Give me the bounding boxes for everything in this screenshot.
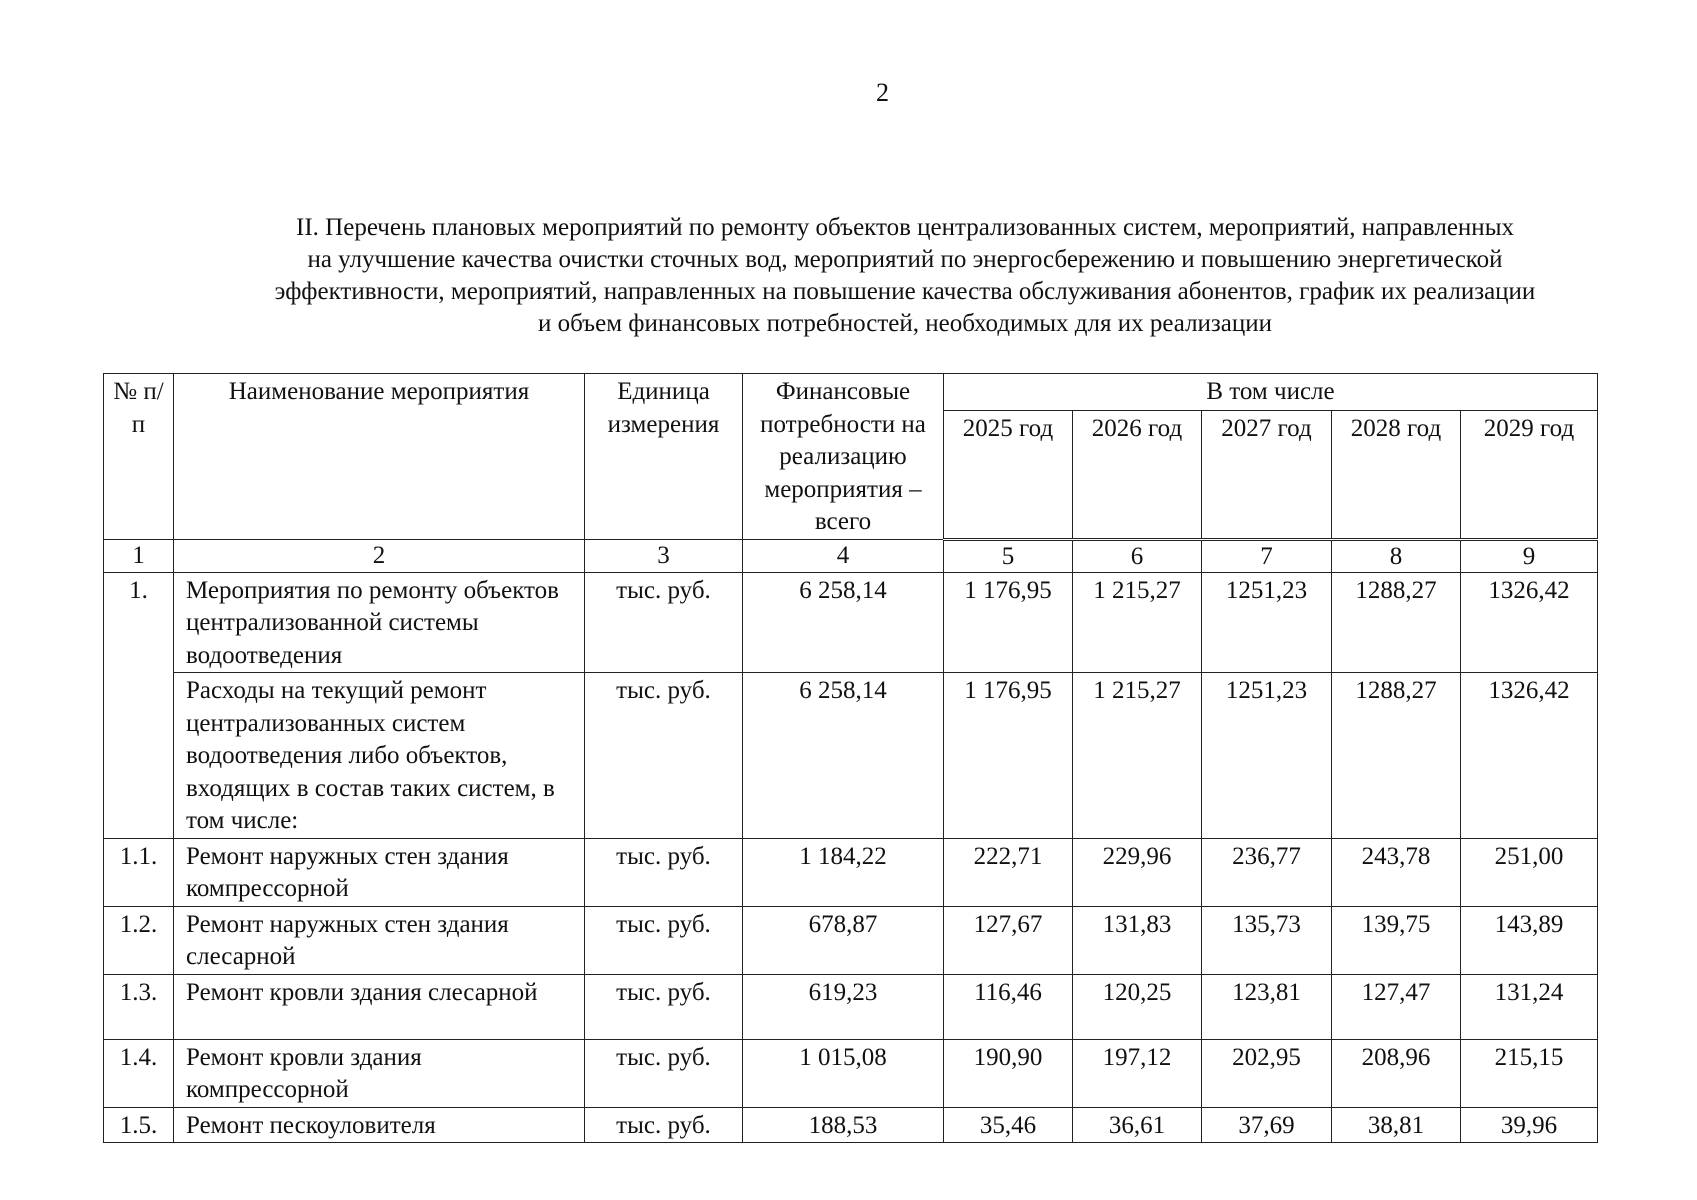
row-total: 678,87 <box>743 906 944 974</box>
row-year-value: 1251,23 <box>1202 673 1332 839</box>
row-number <box>104 673 174 839</box>
row-year-value: 1288,27 <box>1332 572 1461 673</box>
row-unit: тыс. руб. <box>585 838 743 906</box>
title-line: эффективности, мероприятий, направленных на повышение качества обслуживания абонентов, график их реализации <box>274 278 1536 305</box>
row-year-value: 1 176,95 <box>944 673 1073 839</box>
header-year: 2026 год <box>1073 410 1202 539</box>
row-total: 188,53 <box>743 1107 944 1143</box>
table-row <box>104 1107 1598 1143</box>
header-year: 2025 год <box>944 410 1073 539</box>
table-row <box>104 974 1598 1039</box>
table-row <box>104 673 1598 839</box>
page-number: 2 <box>876 78 889 107</box>
row-number: 1.4. <box>104 1039 174 1107</box>
row-name: Ремонт кровли здания компрессорной <box>174 1039 585 1107</box>
row-unit: тыс. руб. <box>585 673 743 839</box>
column-number: 2 <box>174 539 585 572</box>
header-unit: Единица измерения <box>585 374 743 540</box>
row-year-value: 202,95 <box>1202 1039 1332 1107</box>
row-name: Ремонт кровли здания слесарной <box>174 974 585 1039</box>
row-number: 1.1. <box>104 838 174 906</box>
row-year-value: 39,96 <box>1461 1107 1598 1143</box>
row-unit: тыс. руб. <box>585 572 743 673</box>
table-row <box>104 906 1598 974</box>
row-year-value: 190,90 <box>944 1039 1073 1107</box>
table-row <box>104 838 1598 906</box>
row-year-value: 1 215,27 <box>1073 673 1202 839</box>
column-number: 5 <box>944 539 1073 572</box>
header-total: Финансовые потребности на реализацию мероприятия – всего <box>743 374 944 540</box>
row-year-value: 127,47 <box>1332 974 1461 1039</box>
row-number: 1.5. <box>104 1107 174 1143</box>
column-number: 7 <box>1202 539 1332 572</box>
measures-table <box>103 373 1598 1143</box>
row-unit: тыс. руб. <box>585 1039 743 1107</box>
row-name: Ремонт наружных стен здания слесарной <box>174 906 585 974</box>
row-year-value: 135,73 <box>1202 906 1332 974</box>
row-year-value: 131,83 <box>1073 906 1202 974</box>
row-total: 1 015,08 <box>743 1039 944 1107</box>
row-year-value: 1326,42 <box>1461 673 1598 839</box>
row-year-value: 236,77 <box>1202 838 1332 906</box>
row-total: 6 258,14 <box>743 673 944 839</box>
table-row <box>104 572 1598 673</box>
header-year: 2029 год <box>1461 410 1598 539</box>
row-unit: тыс. руб. <box>585 974 743 1039</box>
row-year-value: 143,89 <box>1461 906 1598 974</box>
row-year-value: 131,24 <box>1461 974 1598 1039</box>
row-unit: тыс. руб. <box>585 906 743 974</box>
column-number: 8 <box>1332 539 1461 572</box>
title-line: II. Перечень плановых мероприятий по ремонту объектов централизованных систем, мероприятий, направленных <box>296 214 1514 241</box>
document-title <box>110 212 1697 340</box>
row-year-value: 208,96 <box>1332 1039 1461 1107</box>
column-number: 9 <box>1461 539 1598 572</box>
title-line: на улучшение качества очистки сточных вод, мероприятий по энергосбережению и повышению энергетической <box>307 246 1503 273</box>
row-year-value: 1288,27 <box>1332 673 1461 839</box>
column-number: 3 <box>585 539 743 572</box>
row-year-value: 229,96 <box>1073 838 1202 906</box>
row-year-value: 251,00 <box>1461 838 1598 906</box>
row-number: 1.2. <box>104 906 174 974</box>
column-number: 1 <box>104 539 174 572</box>
header-year: 2028 год <box>1332 410 1461 539</box>
row-year-value: 123,81 <box>1202 974 1332 1039</box>
header-row-1 <box>104 374 1598 411</box>
header-including: В том числе <box>944 374 1598 411</box>
table-row <box>104 1039 1598 1107</box>
row-year-value: 120,25 <box>1073 974 1202 1039</box>
row-year-value: 35,46 <box>944 1107 1073 1143</box>
row-year-value: 37,69 <box>1202 1107 1332 1143</box>
column-number: 6 <box>1073 539 1202 572</box>
row-year-value: 243,78 <box>1332 838 1461 906</box>
row-year-value: 116,46 <box>944 974 1073 1039</box>
column-number: 4 <box>743 539 944 572</box>
row-year-value: 139,75 <box>1332 906 1461 974</box>
row-unit: тыс. руб. <box>585 1107 743 1143</box>
row-year-value: 36,61 <box>1073 1107 1202 1143</box>
row-year-value: 1251,23 <box>1202 572 1332 673</box>
column-number-row <box>104 539 1598 572</box>
header-number: № п/п <box>104 374 174 540</box>
row-year-value: 1 215,27 <box>1073 572 1202 673</box>
row-year-value: 222,71 <box>944 838 1073 906</box>
row-name: Ремонт наружных стен здания компрессорной <box>174 838 585 906</box>
row-number: 1. <box>104 572 174 673</box>
row-year-value: 215,15 <box>1461 1039 1598 1107</box>
row-year-value: 38,81 <box>1332 1107 1461 1143</box>
title-line: и объем финансовых потребностей, необходимых для их реализации <box>537 310 1273 337</box>
row-year-value: 197,12 <box>1073 1039 1202 1107</box>
row-year-value: 1 176,95 <box>944 572 1073 673</box>
row-year-value: 127,67 <box>944 906 1073 974</box>
row-number: 1.3. <box>104 974 174 1039</box>
row-name: Расходы на текущий ремонт централизованных систем водоотведения либо объектов, входящих в состав таких систем, в том числе: <box>174 673 585 839</box>
row-year-value: 1326,42 <box>1461 572 1598 673</box>
row-name: Ремонт пескоуловителя <box>174 1107 585 1143</box>
row-total: 619,23 <box>743 974 944 1039</box>
header-name: Наименование мероприятия <box>174 374 585 540</box>
header-year: 2027 год <box>1202 410 1332 539</box>
row-total: 1 184,22 <box>743 838 944 906</box>
row-name: Мероприятия по ремонту объектов централизованной системы водоотведения <box>174 572 585 673</box>
row-total: 6 258,14 <box>743 572 944 673</box>
